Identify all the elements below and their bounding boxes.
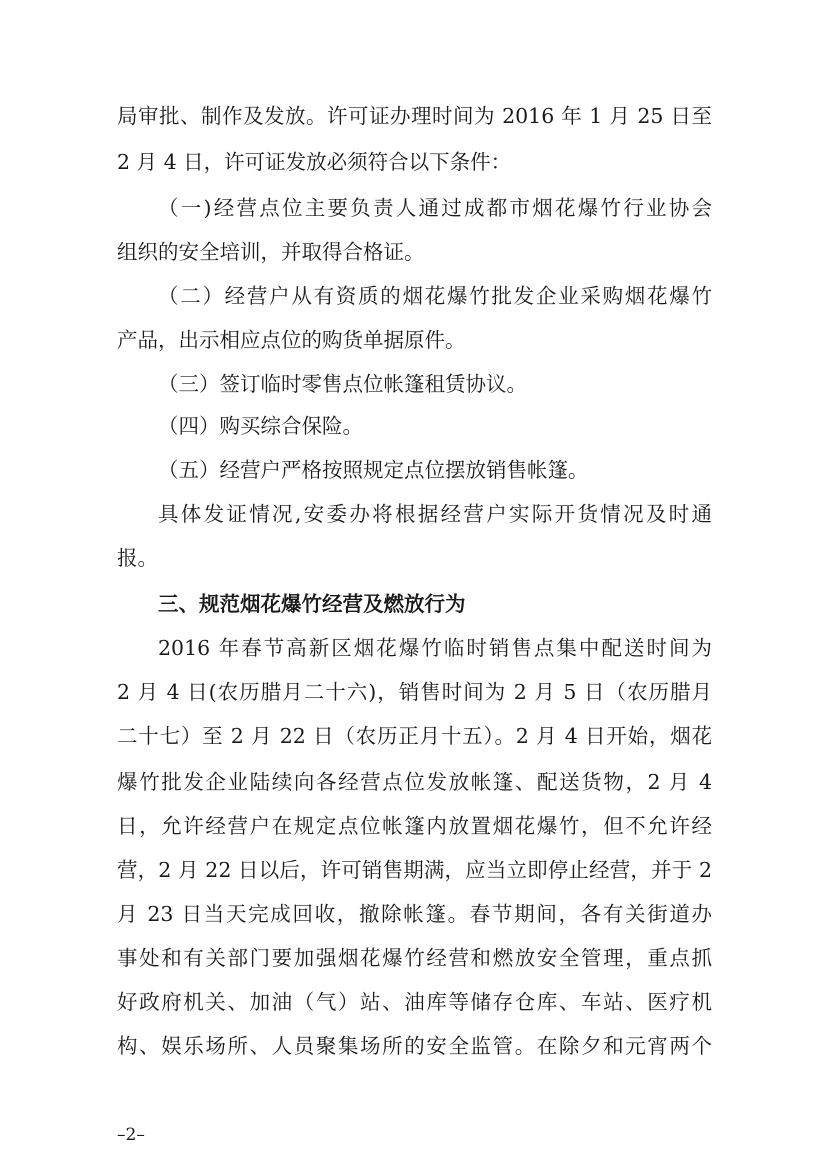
condition-item-5: （五）经营户严格按照规定点位摆放销售帐篷。: [158, 458, 589, 482]
paragraph-line: 事处和有关部门要加强烟花爆竹经营和燃放安全管理，重点抓: [117, 946, 712, 970]
paragraph-line: 爆竹批发企业陆续向各经营点位发放帐篷、配送货物，2 月 4: [117, 770, 712, 794]
paragraph-line: 局审批、制作及发放。许可证办理时间为 2016 年 1 月 25 日至: [117, 104, 712, 128]
page-number: –2–: [117, 1125, 145, 1145]
condition-item-4: （四）购买综合保险。: [158, 414, 363, 438]
section-heading: 三、规范烟花爆竹经营及燃放行为: [158, 592, 466, 616]
paragraph-line: 组织的安全培训，并取得合格证。: [117, 240, 425, 264]
paragraph-line: 具体发证情况,安委办将根据经营户实际开货情况及时通: [158, 502, 712, 526]
condition-item-2: （二）经营户从有资质的烟花爆竹批发企业采购烟花爆竹: [158, 284, 712, 308]
paragraph-line: 二十七）至 2 月 22 日（农历正月十五）。2 月 4 日开始，烟花: [117, 724, 712, 748]
paragraph-line: 2 月 4 日，许可证发放必须符合以下条件：: [117, 150, 512, 174]
paragraph-line: 日，允许经营户在规定点位帐篷内放置烟花爆竹，但不允许经: [117, 814, 712, 838]
paragraph-line: 产品，出示相应点位的购货单据原件。: [117, 328, 466, 352]
condition-item-1: （一)经营点位主要负责人通过成都市烟花爆竹行业协会: [158, 196, 712, 220]
paragraph-line: 月 23 日当天完成回收，撤除帐篷。春节期间，各有关街道办: [117, 902, 712, 926]
paragraph-line: 报。: [117, 546, 158, 570]
condition-item-3: （三）签订临时零售点位帐篷租赁协议。: [158, 372, 527, 396]
paragraph-line: 构、娱乐场所、人员聚集场所的安全监管。在除夕和元宵两个: [117, 1034, 712, 1058]
paragraph-line: 好政府机关、加油（气）站、油库等储存仓库、车站、医疗机: [117, 990, 712, 1014]
paragraph-line: 营，2 月 22 日以后，许可销售期满，应当立即停止经营，并于 2: [117, 858, 712, 882]
paragraph-line: 2 月 4 日(农历腊月二十六)，销售时间为 2 月 5 日（农历腊月: [117, 680, 712, 704]
paragraph-line: 2016 年春节高新区烟花爆竹临时销售点集中配送时间为: [158, 636, 712, 660]
